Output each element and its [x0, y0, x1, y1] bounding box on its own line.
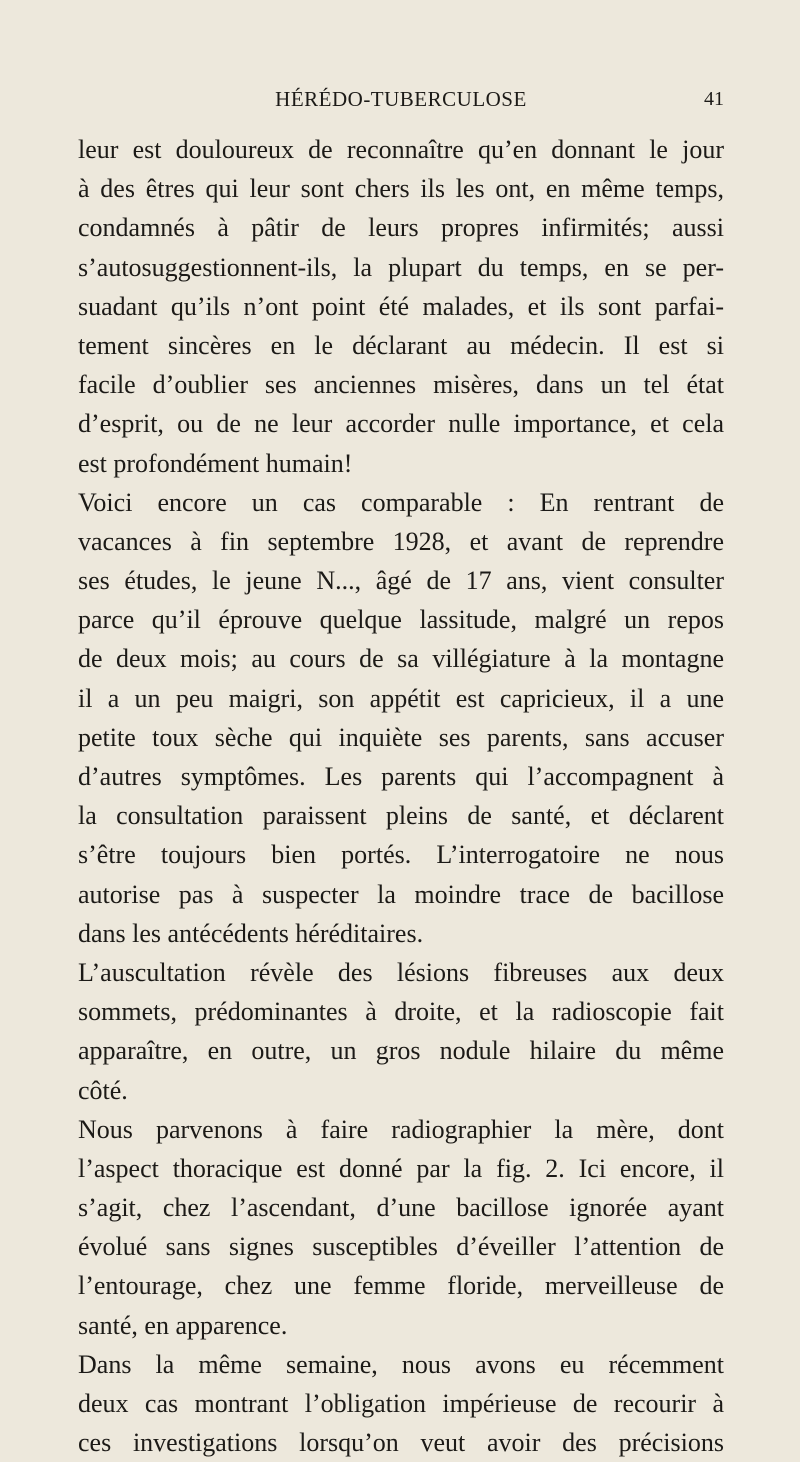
- text-line: Voici encore un cas comparable : En rentrant de: [78, 487, 724, 517]
- text-line: dans les antécédents héréditaires.: [78, 918, 424, 948]
- text-line: vacances à fin septembre 1928, et avant de reprendre: [78, 526, 724, 556]
- text-line: d’autres symptômes. Les parents qui l’accompagnent à: [78, 762, 724, 791]
- text-line: tement sincères en le déclarant au médecin. Il est si: [78, 330, 724, 360]
- text-line: L’auscultation révèle des lésions fibreuses aux deux: [78, 957, 724, 987]
- text-line: autorise pas à suspecter la moindre trace de bacillose: [78, 879, 724, 909]
- text-line: facile d’oublier ses anciennes misères, dans un tel état: [78, 370, 724, 400]
- text-line: la consultation paraissent pleins de santé, et déclarent: [78, 801, 724, 831]
- text-line: leur est douloureux de reconnaître qu’en donnant le jour: [78, 135, 724, 164]
- text-line: de deux mois; au cours de sa villégiature à la montagne: [78, 644, 724, 674]
- text-line: santé, en apparence.: [78, 1310, 288, 1340]
- text-line: Nous parvenons à faire radiographier la mère, dont: [78, 1114, 724, 1144]
- text-line: sommets, prédominantes à droite, et la radioscopie fait: [78, 997, 724, 1027]
- text-line: évolué sans signes susceptibles d’éveiller l’attention de: [78, 1232, 724, 1262]
- body-text: [78, 130, 724, 1462]
- text-line: côté.: [78, 1075, 128, 1105]
- text-line: d’esprit, ou de ne leur accorder nulle importance, et cela: [78, 409, 724, 439]
- text-line: condamnés à pâtir de leurs propres infirmités; aussi: [78, 213, 724, 243]
- text-line: à des êtres qui leur sont chers ils les ont, en même temps,: [78, 174, 724, 204]
- text-line: ces investigations lorsqu’on veut avoir des précisions: [78, 1428, 724, 1458]
- text-line: il a un peu maigri, son appétit est capricieux, il a une: [78, 683, 724, 713]
- text-line: ses études, le jeune N..., âgé de 17 ans, vient consulter: [78, 566, 724, 596]
- text-line: apparaître, en outre, un gros nodule hilaire du même: [78, 1036, 724, 1066]
- text-line: est profondément humain!: [78, 448, 353, 478]
- text-line: s’autosuggestionnent-ils, la plupart du temps, en se per-: [78, 252, 724, 282]
- running-head: [78, 86, 724, 112]
- text-line: s’agit, chez l’ascendant, d’une bacillose ignorée ayant: [78, 1193, 724, 1223]
- running-title: HÉRÉDO-TUBERCULOSE: [275, 87, 527, 111]
- text-line: s’être toujours bien portés. L’interrogatoire ne nous: [78, 840, 724, 870]
- text-line: parce qu’il éprouve quelque lassitude, malgré un repos: [78, 605, 724, 635]
- text-line: Dans la même semaine, nous avons eu récemment: [78, 1349, 724, 1379]
- text-line: l’entourage, chez une femme floride, merveilleuse de: [78, 1271, 724, 1301]
- text-line: l’aspect thoracique est donné par la fig. 2. Ici encore, il: [78, 1153, 724, 1183]
- text-line: deux cas montrant l’obligation impérieuse de recourir à: [78, 1389, 724, 1418]
- text-line: petite toux sèche qui inquiète ses parents, sans accuser: [78, 722, 724, 752]
- text-line: suadant qu’ils n’ont point été malades, et ils sont parfai-: [78, 291, 724, 321]
- page-number: 41: [704, 88, 724, 110]
